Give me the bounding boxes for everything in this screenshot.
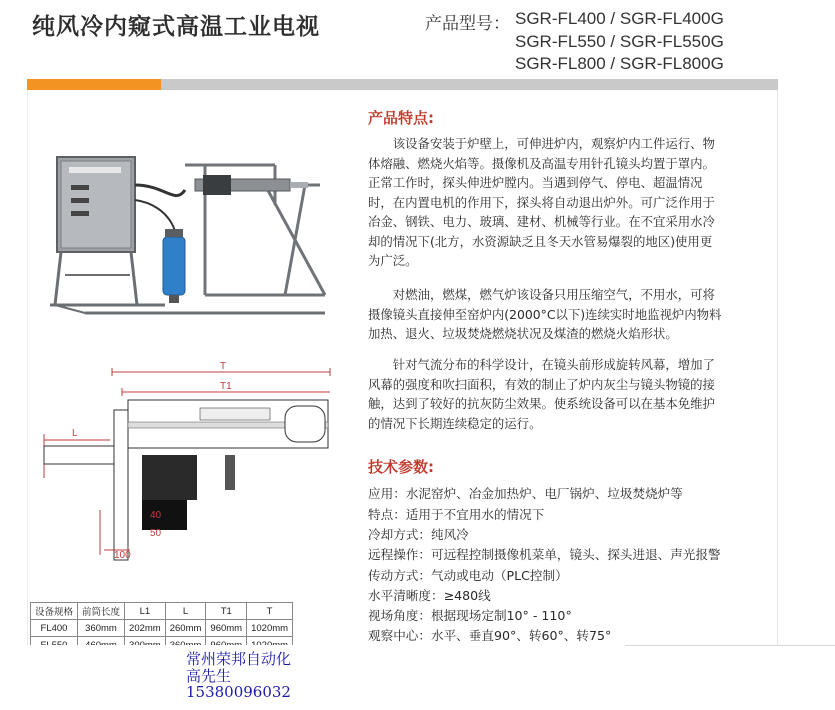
dim-label-l: L	[72, 428, 78, 439]
table-header: L1	[125, 603, 166, 620]
features-paragraph-2: 对燃油，燃煤，燃气炉该设备只用压缩空气，不用水，可将 摄像镜头直接伸至窑炉内(2000°C以下)连续实时地监视炉内物料 加热、退火、垃圾焚烧燃烧状况及煤渣的燃烧火焰形状。	[368, 287, 722, 341]
header-divider-bar	[161, 79, 778, 90]
table-header: L	[165, 603, 206, 620]
table-cell: FL400	[31, 620, 78, 637]
spec-drive: 传动方式：气动或电动（PLC控制）	[368, 568, 568, 583]
dim-label-t1: T1	[220, 381, 232, 392]
model-line-1: SGR-FL400 / SGR-FL400G	[515, 9, 724, 28]
table-cell: 1020mm	[247, 620, 293, 637]
page-title: 纯风冷内窥式高温工业电视	[32, 14, 320, 40]
dim-label-t: T	[220, 361, 227, 372]
header-accent-bar	[27, 79, 161, 90]
features-paragraph-3: 针对气流分布的科学设计，在镜头前形成旋转风幕，增加了 风幕的强度和吹扫面积，有效的制止了炉内灰尘与镜头物镜的接 触，达到了较好的抗灰防尘效果。使系统设备可以在基本免维护 的情况下长期连续稳定的运行。	[368, 357, 715, 431]
right-border	[777, 90, 778, 650]
table-cell: 960mm	[206, 620, 247, 637]
technical-drawing	[30, 360, 360, 600]
table-header-row	[31, 603, 293, 620]
spec-resolution: 水平清晰度：≥480线	[368, 588, 491, 603]
model-line-2: SGR-FL550 / SGR-FL550G	[515, 32, 724, 51]
dim-label-40: 40	[150, 510, 162, 521]
contact-company: 常州荣邦自动化	[186, 650, 292, 668]
product-photo	[45, 145, 345, 335]
dim-label-50: 50	[150, 528, 162, 539]
contact-phone: 15380096032	[186, 683, 291, 701]
table-cell: 202mm	[125, 620, 166, 637]
bottom-rule	[625, 645, 835, 646]
table-header: T1	[206, 603, 247, 620]
features-paragraph-1: 该设备安装于炉壁上，可伸进炉内，观察炉内工件运行、物 体熔融、燃烧火焰等。摄像机及高温专用针孔镜头均置于罩内。 正常工作时，探头伸进炉膛内。当遇到停气、停电、超温情况 时，在内置电机的作用下，探头将自动退出炉外。可广泛作用于 冶金、钢铁、电力、玻璃、建材、机械等行业。在不宜采用水冷 却的情况下(北方，水资源缺乏且冬天水管易爆裂的地区)使用更 为广泛。	[368, 136, 715, 268]
bottom-whitespace	[0, 645, 835, 710]
spec-cooling: 冷却方式：纯风冷	[368, 527, 469, 542]
spec-view-center: 观察中心：水平、垂直90°、转60°、转75°	[368, 628, 612, 643]
table-cell: 360mm	[78, 620, 125, 637]
table-header: 前筒长度	[78, 603, 125, 620]
dim-label-100: 100	[114, 550, 131, 561]
model-line-3: SGR-FL800 / SGR-FL800G	[515, 54, 724, 73]
table-header: 设备规格	[31, 603, 78, 620]
spec-view-angle: 视场角度：根据现场定制10° - 110°	[368, 608, 572, 623]
features-title: 产品特点:	[368, 109, 434, 127]
left-border	[27, 90, 28, 650]
table-header: T	[247, 603, 293, 620]
tech-title: 技术参数:	[368, 458, 434, 476]
table-cell: 260mm	[165, 620, 206, 637]
spec-application: 应用：水泥窑炉、冶金加热炉、电厂锅炉、垃圾焚烧炉等	[368, 486, 683, 501]
spec-feature: 特点：适用于不宜用水的情况下	[368, 507, 545, 522]
model-label: 产品型号：	[425, 14, 510, 34]
contact-person: 高先生	[186, 667, 232, 685]
table-row	[31, 620, 293, 637]
spec-remote: 远程操作：可远程控制摄像机菜单，镜头、探头进退、声光报警	[368, 547, 721, 562]
